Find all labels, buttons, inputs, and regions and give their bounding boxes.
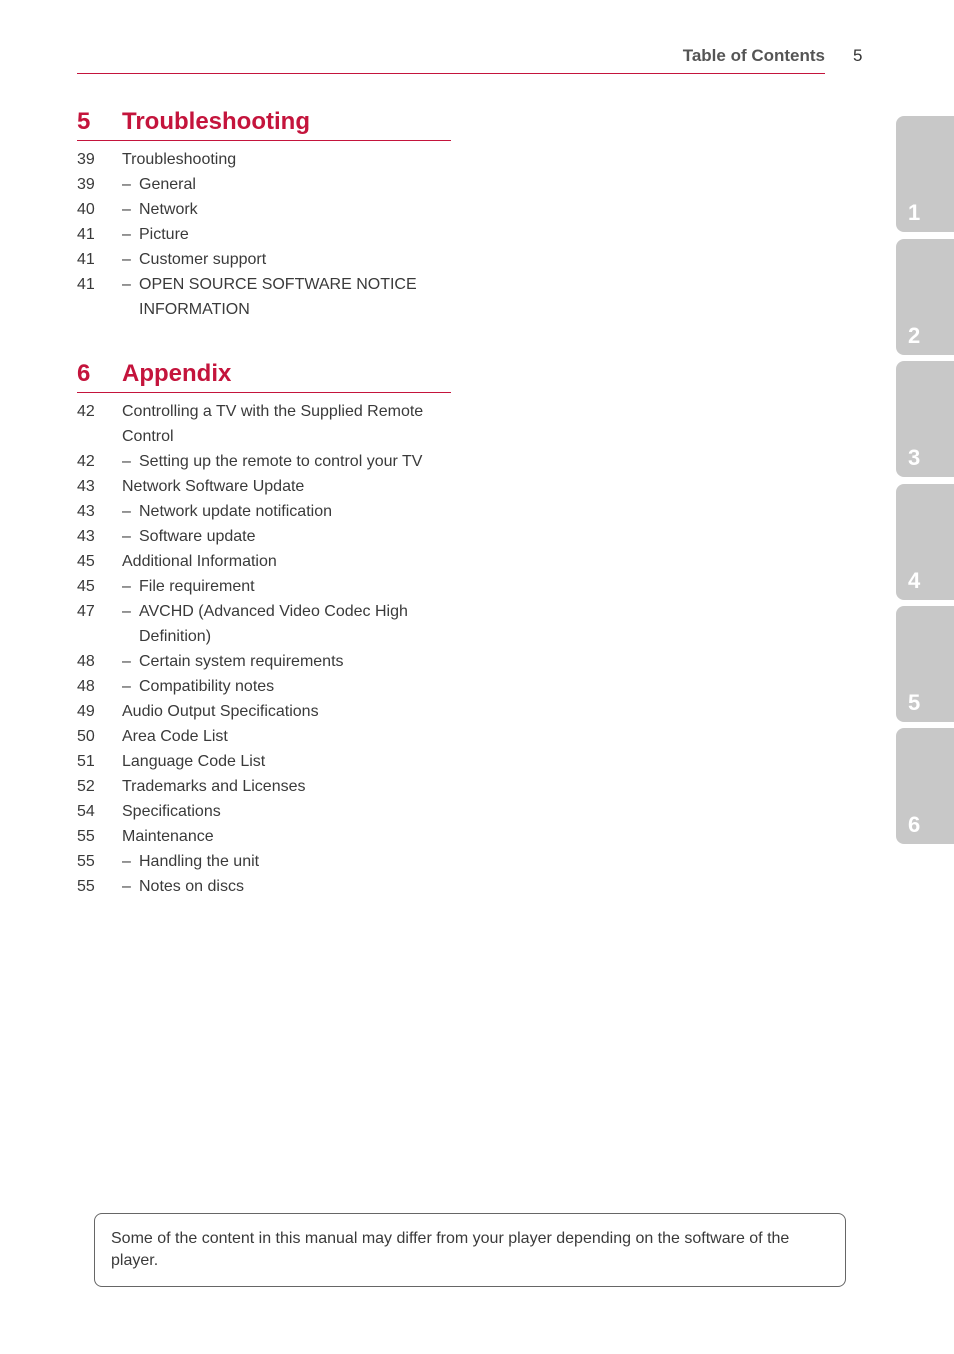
toc-entry[interactable] [77,272,451,322]
chapter-tab-3[interactable] [896,361,954,477]
toc-subentry [122,247,451,272]
section-number: 6 [77,360,91,387]
toc-subentry-label: Customer support [139,251,267,268]
toc-page-number: 55 [77,878,95,895]
toc-page-number: 41 [77,251,95,268]
dash-glyph: – [122,226,131,243]
toc-entry[interactable] [77,749,451,774]
toc-subentry [122,524,451,549]
toc-entry-label: Area Code List [122,728,228,745]
toc-entry[interactable] [77,222,451,247]
toc-subentry-label: File requirement [139,578,255,595]
toc-page-number: 50 [77,728,95,745]
toc-subentry [122,574,451,599]
toc-page-number: 48 [77,678,95,695]
chapter-tab-label: 6 [908,812,921,837]
toc-page-number: 52 [77,778,95,795]
section-appendix [77,360,451,899]
toc-entry[interactable] [77,474,451,499]
toc-subentry [122,449,451,474]
section-title: Troubleshooting [122,108,310,135]
toc-page-number: 43 [77,528,95,545]
dash-glyph: – [122,453,131,470]
chapter-tab-label: 3 [908,445,921,470]
section-troubleshooting [77,108,451,322]
toc-subentry [122,874,451,899]
dash-glyph: – [122,678,131,695]
chapter-tab-label: 4 [908,568,921,593]
toc-subentry [122,649,451,674]
toc-entry-label: Audio Output Specifications [122,703,319,720]
note-box [94,1213,846,1287]
toc-entry-label: Language Code List [122,753,266,770]
toc-subentry [122,172,451,197]
toc-entry-label: Additional Information [122,553,277,570]
chapter-tab-1[interactable] [896,116,954,232]
section-heading [77,360,451,393]
section-title: Appendix [122,360,232,387]
toc-page-number: 51 [77,753,95,770]
toc-page-number: 42 [77,453,95,470]
toc-page-number: 43 [77,478,95,495]
chapter-tab-4[interactable] [896,484,954,600]
dash-glyph: – [122,176,131,193]
toc-subentry-label: Notes on discs [139,878,244,895]
chapter-tab-label: 5 [908,690,921,715]
toc-entry[interactable] [77,724,451,749]
toc-entry-label: Specifications [122,803,221,820]
toc-entry[interactable] [77,574,451,599]
toc-entry[interactable] [77,147,451,172]
dash-glyph: – [122,603,131,620]
toc-page-number: 42 [77,403,95,420]
toc-page-number: 49 [77,703,95,720]
chapter-tab-5[interactable] [896,606,954,722]
toc-subentry-label: Setting up the remote to control your TV [139,453,423,470]
toc-page-number: 41 [77,226,95,243]
note-text: Some of the content in this manual may differ from your player depending on the software of the player. [111,1230,790,1269]
dash-glyph: – [122,201,131,218]
section-number: 5 [77,108,91,135]
toc-entry[interactable] [77,674,451,699]
toc-subentry-label: Software update [139,528,256,545]
toc-subentry [122,222,451,247]
toc-entry[interactable] [77,449,451,474]
section-heading [77,108,451,141]
dash-glyph: – [122,528,131,545]
toc-entry[interactable] [77,399,451,449]
toc-subentry-label: Compatibility notes [139,678,275,695]
toc-page-number: 48 [77,653,95,670]
toc-entry[interactable] [77,799,451,824]
toc-entry[interactable] [77,874,451,899]
toc-page-number: 40 [77,201,95,218]
dash-glyph: – [122,503,131,520]
toc-subentry [122,272,451,322]
toc-subentry [122,674,451,699]
dash-glyph: – [122,251,131,268]
toc-entry[interactable] [77,849,451,874]
header-title: Table of Contents [682,46,825,65]
toc-entry[interactable] [77,549,451,574]
toc-entry[interactable] [77,499,451,524]
toc-entry-label: Trademarks and Licenses [122,778,306,795]
toc-entry[interactable] [77,524,451,549]
toc-entry[interactable] [77,774,451,799]
toc-page-number: 55 [77,828,95,845]
toc-subentry-label: Network update notification [139,503,332,520]
toc-entry-label: Maintenance [122,828,214,845]
toc-page-number: 45 [77,578,95,595]
toc-subentry-label: Handling the unit [139,853,260,870]
toc-entry[interactable] [77,197,451,222]
toc-page-number: 43 [77,503,95,520]
dash-glyph: – [122,653,131,670]
toc-subentry-label: Picture [139,226,189,243]
toc-list [77,399,451,899]
toc-entry-label: Network Software Update [122,478,305,495]
toc-entry[interactable] [77,649,451,674]
page-number: 5 [853,46,863,65]
toc-entry[interactable] [77,599,451,649]
toc-subentry [122,849,451,874]
chapter-tab-label: 1 [908,200,921,225]
dash-glyph: – [122,578,131,595]
toc-subentry [122,197,451,222]
chapter-tab-6[interactable] [896,728,954,844]
toc-subentry-label: Certain system requirements [139,653,344,670]
chapter-tab-label: 2 [908,323,921,348]
toc-page-number: 54 [77,803,95,820]
dash-glyph: – [122,853,131,870]
toc-subentry-label: AVCHD (Advanced Video Codec High Definition) [139,603,408,645]
dash-glyph: – [122,878,131,895]
chapter-tab-2[interactable] [896,239,954,355]
toc-entry[interactable] [77,172,451,197]
toc-entry[interactable] [77,699,451,724]
toc-page-number: 39 [77,151,95,168]
toc-page-number: 47 [77,603,95,620]
toc-page-number: 41 [77,276,95,293]
header-divider [77,73,825,74]
toc-entry-label: Troubleshooting [122,151,237,168]
toc-subentry-label: General [139,176,196,193]
toc-entry-label: Controlling a TV with the Supplied Remote Control [122,403,424,445]
toc-page-number: 39 [77,176,95,193]
toc-page-number: 55 [77,853,95,870]
toc-subentry-label: OPEN SOURCE SOFTWARE NOTICE INFORMATION [139,276,417,318]
toc-entry[interactable] [77,247,451,272]
toc-subentry [122,499,451,524]
toc-subentry-label: Network [139,201,198,218]
toc-list [77,147,451,322]
toc-page-number: 45 [77,553,95,570]
dash-glyph: – [122,276,131,293]
toc-subentry [122,599,451,649]
toc-entry[interactable] [77,824,451,849]
